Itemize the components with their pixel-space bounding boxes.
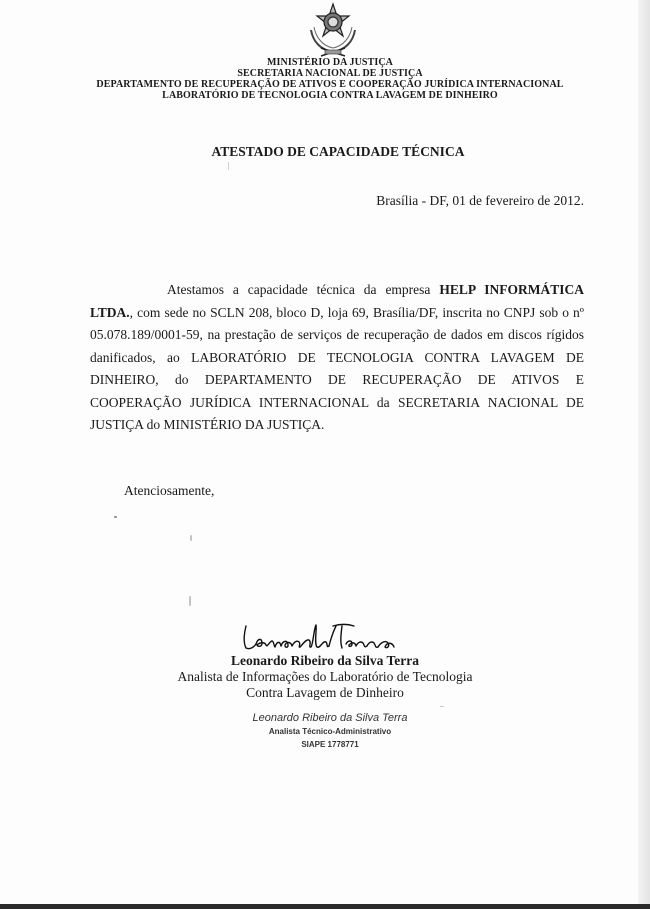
scan-speck <box>440 706 444 707</box>
header-department: DEPARTAMENTO DE RECUPERAÇÃO DE ATIVOS E COOPERAÇÃO JURÍDICA INTERNACIONAL <box>96 79 564 90</box>
brazil-coat-of-arms-icon <box>303 0 363 58</box>
stamp-name: Leonardo Ribeiro da Silva Terra <box>252 712 408 724</box>
stamp-siape: SIAPE 1778771 <box>301 740 359 749</box>
header-secretariat: SECRETARIA NACIONAL DE JUSTIÇA <box>237 68 423 79</box>
company-name: HELP INFORMÁTICA LTDA. <box>90 282 584 320</box>
official-stamp <box>0 712 650 751</box>
signer-role-line2: Contra Lavagem de Dinheiro <box>246 685 404 700</box>
signer-block <box>0 653 650 701</box>
letterhead <box>0 57 650 101</box>
scan-speck <box>114 516 117 518</box>
closing: Atenciosamente, <box>124 483 215 498</box>
scan-right-edge <box>638 0 650 909</box>
body-text-part2: , com sede no SCLN 208, bloco D, loja 69, Brasília/DF, inscrita no CNPJ sob o nº 05.078.189/0001-59, na prestação de serviços de recuperação de dados em discos rígidos danificados, ao LABORATÓRIO DE TECNOLOGIA CONTRA LAVAGEM DE DINHEIRO, do DEPARTAMENTO DE RECUPERAÇÃO DE ATIVOS E COOPERAÇÃO JURÍDICA INTERNACIONAL da SECRETARIA NACIONAL DE JUSTIÇA do MINISTÉRIO DA JUSTIÇA. <box>90 304 584 432</box>
stamp-role: Analista Técnico-Administrativo <box>268 727 392 736</box>
scan-speck <box>228 162 229 170</box>
dateline: Brasília - DF, 01 de fevereiro de 2012. <box>376 193 584 208</box>
header-laboratory: LABORATÓRIO DE TECNOLOGIA CONTRA LAVAGEM DE DINHEIRO <box>162 90 498 101</box>
scan-speck <box>189 596 191 606</box>
body-text-part1: Atestamos a capacidade técnica da empresa <box>167 282 440 297</box>
scan-speck <box>190 535 192 541</box>
signer-role-line1: Analista de Informações do Laboratório de Tecnologia <box>177 669 473 684</box>
document-title: ATESTADO DE CAPACIDADE TÉCNICA <box>211 144 465 159</box>
scan-bottom-edge <box>0 904 650 909</box>
header-ministry: MINISTÉRIO DA JUSTIÇA <box>266 57 394 68</box>
signer-name: Leonardo Ribeiro da Silva Terra <box>230 653 420 668</box>
body-paragraph <box>90 279 584 437</box>
handwritten-signature <box>240 620 410 654</box>
